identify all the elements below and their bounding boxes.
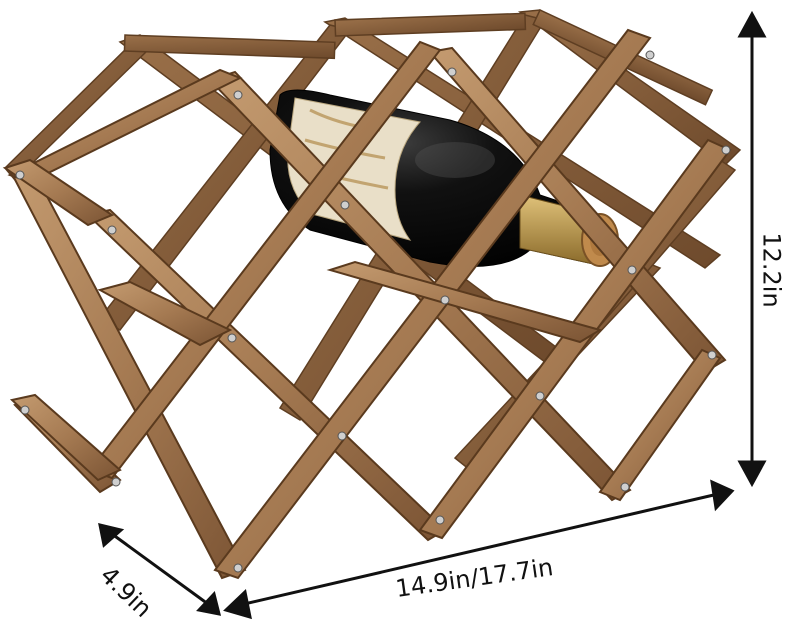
width-dimension-label: 14.9in/17.7in: [393, 553, 555, 603]
height-dimension-label: 12.2in: [757, 232, 786, 308]
depth-dimension-label: 4.9in: [94, 561, 158, 623]
width-arrow: [226, 482, 732, 617]
